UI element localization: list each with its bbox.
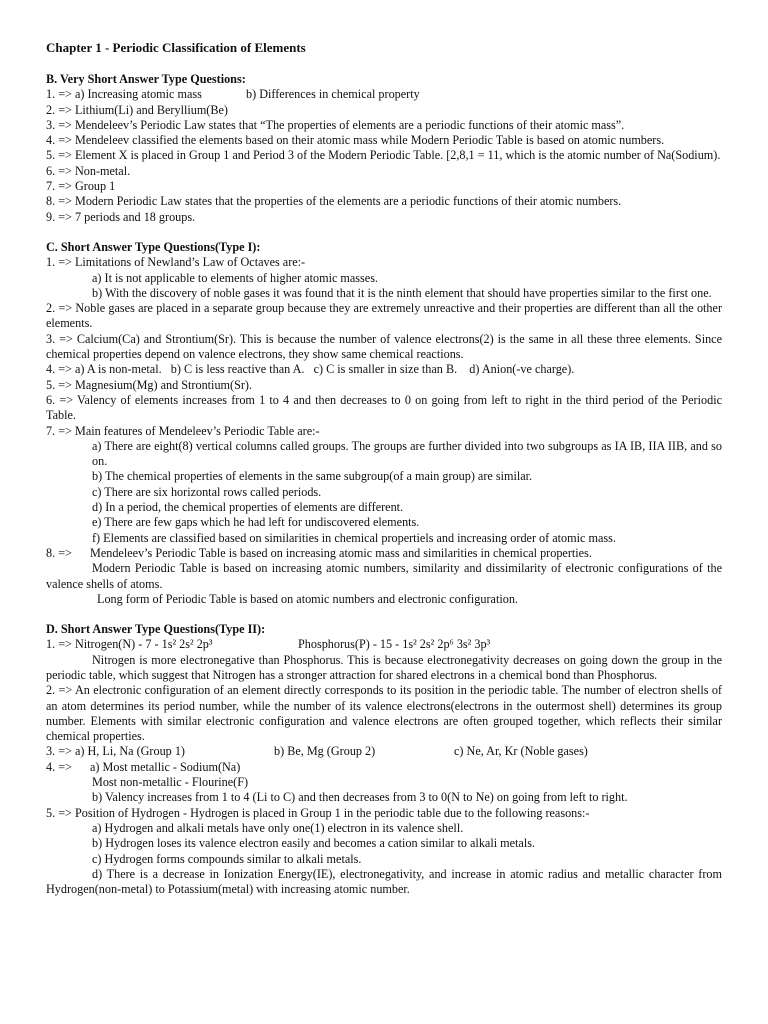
answer-part: b) Be, Mg (Group 2): [274, 744, 376, 759]
document-page: [46, 40, 722, 912]
answer-line: [46, 760, 722, 775]
answer-subitem: b) With the discovery of noble gases it was found that it is the ninth element that should have properties similar to the first one.: [92, 285, 712, 300]
answer-part: b) Differences in chemical property: [246, 87, 420, 102]
answer-subitem: e) There are few gaps which he had left for undiscovered elements.: [92, 515, 420, 530]
answer-line: 3. => Calcium(Ca) and Strontium(Sr). This is because the number of valence electrons(2) is the same in all these three elements. Since chemical properties depend on valence electrons, they show same chemical reactions.: [46, 331, 722, 362]
answer-line: 5. => Magnesium(Mg) and Strontium(Sr).: [46, 377, 253, 392]
answer-subitem: b) Valency increases from 1 to 4 (Li to C) and then decreases from 3 to 0(N to Ne) on going from left to right.: [92, 790, 628, 805]
answer-part: Mendeleev’s Periodic Table is based on increasing atomic mass and similarities in chemical properties.: [90, 545, 592, 560]
answer-line: 5. => Position of Hydrogen - Hydrogen is placed in Group 1 in the periodic table due to the following reasons:-: [46, 805, 590, 820]
answer-number: 8. =>: [46, 545, 72, 560]
answer-line: 2. => Lithium(Li) and Beryllium(Be): [46, 102, 228, 117]
answer-line: 6. => Non-metal.: [46, 163, 131, 178]
answer-subitem: d) In a period, the chemical properties of elements are different.: [92, 500, 404, 515]
answer-part: 1. => Nitrogen(N) - 7 - 1s² 2s² 2p³: [46, 637, 213, 652]
section-c-heading: C. Short Answer Type Questions(Type I):: [46, 239, 261, 254]
section-b: [46, 72, 722, 225]
answer-subitem: c) There are six horizontal rows called periods.: [92, 484, 322, 499]
answer-part: 3. => a) H, Li, Na (Group 1): [46, 744, 185, 759]
answer-line: [46, 87, 722, 102]
answer-line: 4. => a) A is non-metal. b) C is less reactive than A. c) C is smaller in size than B. d) Anion(-ve charge).: [46, 362, 575, 377]
answer-line: 4. => Mendeleev classified the elements based on their atomic mass while Modern Periodic Table is based on atomic numbers.: [46, 133, 665, 148]
section-b-heading: B. Very Short Answer Type Questions:: [46, 72, 246, 86]
answer-line: 2. => Noble gases are placed in a separate group because they are extremely unreactive and their properties are different than all the other elements.: [46, 301, 722, 331]
answer-part: a) Most metallic - Sodium(Na): [90, 759, 241, 774]
section-c: [46, 240, 722, 607]
answer-subitem: b) Hydrogen loses its valence electron easily and becomes a cation similar to alkali metals.: [92, 836, 536, 851]
answer-subitem: c) Hydrogen forms compounds similar to alkali metals.: [92, 851, 362, 866]
answer-paragraph: Modern Periodic Table is based on increasing atomic numbers, similarity and dissimilarity of electronic configurations of the valence shells of atoms.: [46, 561, 722, 591]
answer-line: 3. => Mendeleev’s Periodic Law states that “The properties of elements are a periodic functions of their atomic mass”.: [46, 117, 625, 132]
answer-line: 7. => Group 1: [46, 179, 116, 194]
answer-part: c) Ne, Ar, Kr (Noble gases): [454, 744, 588, 759]
answer-line: 8. => Modern Periodic Law states that the properties of the elements are a periodic functions of their atomic numbers.: [46, 194, 622, 209]
answer-subitem: f) Elements are classified based on similarities in chemical propertiels and increasing order of atomic mass.: [92, 530, 616, 545]
answer-line: [46, 744, 722, 759]
answer-line: [46, 637, 722, 652]
answer-subitem: b) The chemical properties of elements in the same subgroup(of a main group) are similar.: [92, 469, 533, 484]
answer-subitem: a) Hydrogen and alkali metals have only one(1) electron in its valence shell.: [92, 820, 464, 835]
answer-part: 1. => a) Increasing atomic mass: [46, 87, 202, 102]
answer-subitem: a) It is not applicable to elements of higher atomic masses.: [92, 270, 378, 285]
answer-line: 7. => Main features of Mendeleev’s Periodic Table are:-: [46, 423, 320, 438]
answer-subitem: Most non-metallic - Flourine(F): [92, 775, 249, 790]
answer-paragraph: Long form of Periodic Table is based on atomic numbers and electronic configuration.: [97, 591, 518, 606]
answer-paragraph: Nitrogen is more electronegative than Phosphorus. This is because electronegativity decreases on going down the group in the periodic table, which suggest that Nitrogen has a stronger attraction for shared electrons in a chemical bond than Phosphorus.: [46, 652, 722, 682]
answer-paragraph: d) There is a decrease in Ionization Energy(IE), electronegativity, and increase in atomic radius and metallic character from Hydrogen(non-metal) to Potassium(metal) with increasing atomic number.: [46, 866, 722, 897]
section-d: [46, 622, 722, 897]
answer-subitem: a) There are eight(8) vertical columns called groups. The groups are further divided into two subgroups as IA IB, IIA IIB, and so on.: [92, 438, 722, 469]
section-d-heading: D. Short Answer Type Questions(Type II):: [46, 622, 266, 637]
answer-line: 1. => Limitations of Newland’s Law of Octaves are:-: [46, 255, 306, 270]
answer-line: 6. => Valency of elements increases from 1 to 4 and then decreases to 0 on going from left to right in the third period of the Periodic Table.: [46, 392, 722, 423]
answer-line: 9. => 7 periods and 18 groups.: [46, 209, 196, 224]
answer-line: [46, 546, 722, 561]
answer-part: Phosphorus(P) - 15 - 1s² 2s² 2p⁶ 3s² 3p³: [298, 637, 491, 652]
document-title: Chapter 1 - Periodic Classification of Elements: [46, 40, 306, 55]
answer-number: 4. =>: [46, 759, 72, 774]
answer-line: 2. => An electronic configuration of an element directly corresponds to its position in the periodic table. The number of electron shells of an atom determines its period number, while the number of its valence electrons(electrons in the outermost shell) determines its group number. Elements with similar electronic configuration and valence electrons are often grouped together, which reflects their similar chemical properties.: [46, 683, 722, 744]
answer-line: 5. => Element X is placed in Group 1 and Period 3 of the Modern Periodic Table. [2,8,1 = 11, which is the atomic number of Na(Sodium).: [46, 148, 721, 163]
